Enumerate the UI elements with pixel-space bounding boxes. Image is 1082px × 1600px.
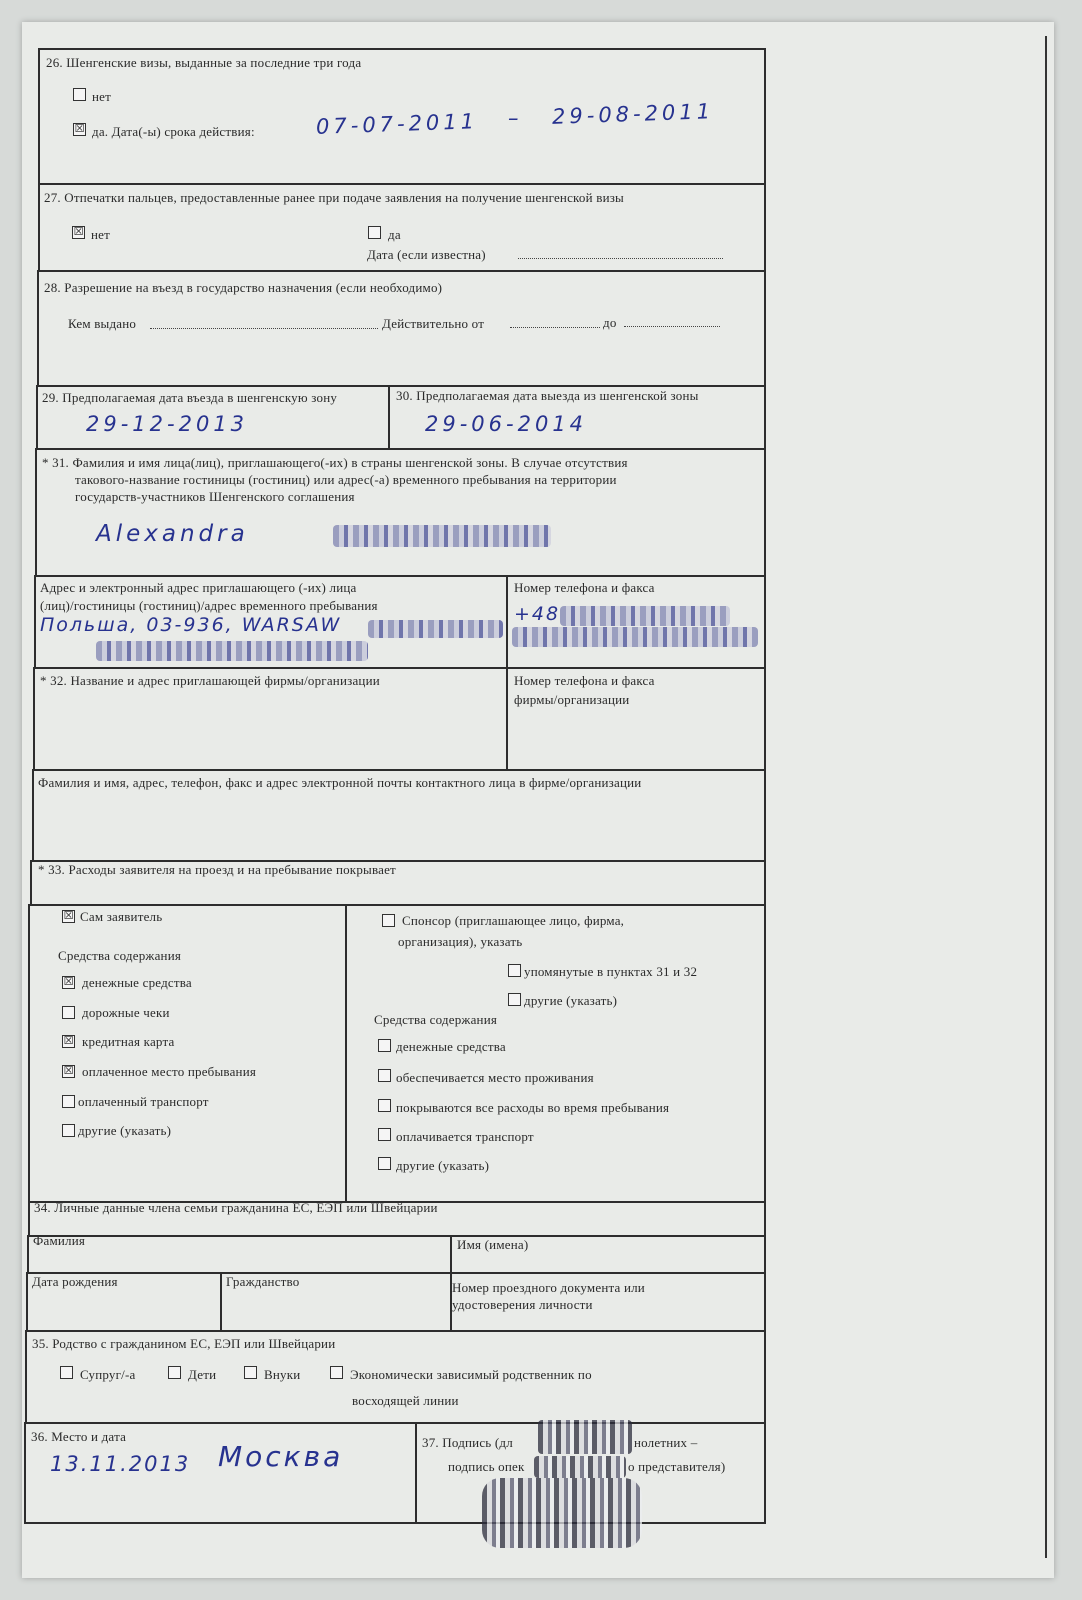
s37-label-1a: 37. Подпись (дл: [422, 1435, 513, 1450]
s28-issued-by-label: Кем выдано: [68, 316, 137, 331]
s33-mentioned-label: упомянутые в пунктах 31 и 32: [524, 964, 698, 979]
s37-label-2b: о представителя): [628, 1459, 726, 1474]
s26-dash: –: [508, 106, 523, 130]
s33-cheques-label: дорожные чеки: [82, 1005, 170, 1020]
s32-phone-label-2: фирмы/организации: [514, 692, 630, 707]
s37-label-2a: подпись опек: [448, 1459, 525, 1474]
s28-valid-to-field[interactable]: [624, 326, 720, 327]
s33-other-label: другие (указать): [78, 1123, 172, 1138]
s31-phone-label: Номер телефона и факса: [514, 580, 655, 595]
s33-cheques-checkbox[interactable]: [62, 1006, 75, 1019]
s33-transport-paid-label: оплачивается транспорт: [396, 1129, 534, 1144]
s33-cash2-checkbox[interactable]: [378, 1039, 391, 1052]
s31-name-value: Alexandra: [96, 521, 249, 547]
s32-phone-label-1: Номер телефона и факса: [514, 673, 655, 688]
s29-title: 29. Предполагаемая дата въезда в шенгенскую зону: [42, 390, 338, 405]
s33-other2-label: другие (указать): [524, 993, 618, 1008]
s28-valid-from-label: Действительно от: [382, 316, 485, 331]
s26-yes-label: да. Дата(-ы) срока действия:: [92, 124, 255, 139]
s30-title: 30. Предполагаемая дата выезда из шенгенской зоны: [396, 388, 699, 403]
s31-phone-value: +48: [514, 603, 561, 625]
s35-dependent-label-1: Экономически зависимый родственник по: [350, 1367, 592, 1382]
s34-row1-divider: [450, 1235, 452, 1274]
s26-no-label: нет: [92, 89, 112, 104]
s35-dependent-checkbox[interactable]: [330, 1366, 343, 1379]
s33-sponsor-checkbox[interactable]: [382, 914, 395, 927]
s34-doc-label-2: удостоверения личности: [452, 1297, 593, 1312]
s33-self-checkbox[interactable]: ☒: [63, 909, 74, 922]
s36-title: 36. Место и дата: [31, 1429, 127, 1444]
s26-date-to: 29-08-2011: [551, 99, 715, 129]
s33-sponsor-label-2: организация), указать: [398, 934, 523, 949]
s31-title-line3: государств-участников Шенгенского соглашения: [75, 489, 355, 504]
s34-doc-label-1: Номер проездного документа или: [452, 1280, 645, 1295]
s34-row1: [27, 1235, 766, 1274]
s31-address-redacted-1: [368, 620, 503, 638]
s31-address-label-2: (лиц)/гостиницы (гостиниц)/адрес временного пребывания: [40, 598, 378, 613]
s35-grandchildren-checkbox[interactable]: [244, 1366, 257, 1379]
s31-name-redacted: [333, 525, 551, 547]
s26-yes-checkbox[interactable]: ☒: [74, 122, 85, 135]
s35-spouse-checkbox[interactable]: [60, 1366, 73, 1379]
s33-cash-label: денежные средства: [82, 975, 192, 990]
s34-surname-label: Фамилия: [33, 1233, 86, 1248]
s33-all-costs-checkbox[interactable]: [378, 1099, 391, 1112]
s35-grandchildren-label: Внуки: [264, 1367, 301, 1382]
s26-date-from: 07-07-2011: [315, 109, 479, 139]
s33-accommodation-label: обеспечивается место проживания: [396, 1070, 594, 1085]
s31-phone-redacted-1: [560, 606, 730, 626]
s27-no-checkbox[interactable]: ☒: [73, 225, 84, 238]
s27-no-label: нет: [91, 227, 111, 242]
s37-label-1b: нолетних –: [634, 1435, 698, 1450]
s33-sponsor-label-1: Спонсор (приглашающее лицо, фирма,: [402, 913, 625, 928]
s32-divider: [506, 667, 508, 771]
s33-divider: [345, 904, 347, 1203]
s34-row2: [26, 1272, 766, 1332]
s31-title-line1: * 31. Фамилия и имя лица(лиц), приглашающего(-их) в страны шенгенской зоны. В случае отсутствия: [42, 455, 628, 470]
s31-phone-redacted-2: [512, 627, 758, 647]
s34-citizenship-label: Гражданство: [226, 1274, 300, 1289]
s35-children-checkbox[interactable]: [168, 1366, 181, 1379]
s27-date-label: Дата (если известна): [367, 247, 486, 262]
s33-means-label: Средства содержания: [58, 948, 182, 963]
s33-accommodation-checkbox[interactable]: [378, 1069, 391, 1082]
s37-label-redacted-2: [534, 1456, 626, 1478]
s33-title: * 33. Расходы заявителя на проезд и на пребывание покрывает: [38, 862, 396, 877]
s27-yes-label: да: [388, 227, 401, 242]
s26-title: 26. Шенгенские визы, выданные за последние три года: [46, 55, 362, 70]
s35-title: 35. Родство с гражданином ЕС, ЕЭП или Швейцарии: [32, 1336, 336, 1351]
s33-paid-stay-label: оплаченное место пребывания: [82, 1064, 257, 1079]
s28-title: 28. Разрешение на въезд в государство назначения (если необходимо): [44, 280, 443, 295]
s31-address-label-1: Адрес и электронный адрес приглашающего (-их) лица: [40, 580, 357, 595]
s28-valid-to-label: до: [603, 315, 617, 330]
page-right-border: [1045, 36, 1047, 1558]
s33-other3-checkbox[interactable]: [378, 1157, 391, 1170]
s33-other3-label: другие (указать): [396, 1158, 490, 1173]
s26-no-checkbox[interactable]: [73, 88, 86, 101]
s37-label-redacted-1: [538, 1420, 632, 1454]
s33-means2-label: Средства содержания: [374, 1012, 498, 1027]
s31-address-value: Польша, 03-936, WARSAW: [40, 614, 342, 636]
s36-date-value: 13.11.2013: [50, 1452, 191, 1476]
s33-self-label: Сам заявитель: [80, 909, 163, 924]
signature-redacted: [482, 1478, 642, 1548]
s32-contact-label: Фамилия и имя, адрес, телефон, факс и адрес электронной почты контактного лица в фирме/организации: [38, 775, 642, 790]
s33-paid-transport-checkbox[interactable]: [62, 1095, 75, 1108]
s27-title: 27. Отпечатки пальцев, предоставленные ранее при подаче заявления на получение шенгенской визы: [44, 190, 624, 205]
s30-value: 29-06-2014: [425, 412, 588, 436]
s31-address-redacted-2: [96, 641, 368, 661]
s34-names-label: Имя (имена): [457, 1237, 529, 1252]
s33-paid-stay-checkbox[interactable]: ☒: [63, 1064, 74, 1077]
s31-address-divider: [506, 575, 508, 669]
s33-other2-checkbox[interactable]: [508, 993, 521, 1006]
s32-title: * 32. Название и адрес приглашающей фирмы/организации: [40, 673, 380, 688]
s36-s37-divider: [415, 1422, 417, 1524]
s33-transport-paid-checkbox[interactable]: [378, 1128, 391, 1141]
s28-valid-from-field[interactable]: [510, 327, 600, 328]
s33-paid-transport-label: оплаченный транспорт: [78, 1094, 209, 1109]
s33-other-checkbox[interactable]: [62, 1124, 75, 1137]
s29-s30-divider: [388, 385, 390, 450]
s33-cash-checkbox[interactable]: ☒: [63, 975, 74, 988]
s31-title-line2: такового-название гостиницы (гостиниц) или адрес(-а) временного пребывания на территории: [75, 472, 617, 487]
s35-spouse-label: Супруг/-а: [80, 1367, 136, 1382]
s29-value: 29-12-2013: [86, 412, 249, 436]
s34-row2-divider-1: [220, 1272, 222, 1332]
s33-cash2-label: денежные средства: [396, 1039, 506, 1054]
s36-place-value: Москва: [218, 1440, 344, 1473]
s28-issued-by-field[interactable]: [150, 328, 378, 329]
s27-yes-checkbox[interactable]: [368, 226, 381, 239]
s33-all-costs-label: покрываются все расходы во время пребывания: [396, 1100, 670, 1115]
s33-card-checkbox[interactable]: ☒: [63, 1034, 74, 1047]
s33-card-label: кредитная карта: [82, 1034, 175, 1049]
s34-dob-label: Дата рождения: [32, 1274, 118, 1289]
s27-date-field[interactable]: [518, 258, 723, 259]
s34-title: 34. Личные данные члена семьи гражданина ЕС, ЕЭП или Швейцарии: [34, 1200, 438, 1215]
s33-mentioned-checkbox[interactable]: [508, 964, 521, 977]
s35-children-label: Дети: [188, 1367, 217, 1382]
s35-dependent-label-2: восходящей линии: [352, 1393, 459, 1408]
